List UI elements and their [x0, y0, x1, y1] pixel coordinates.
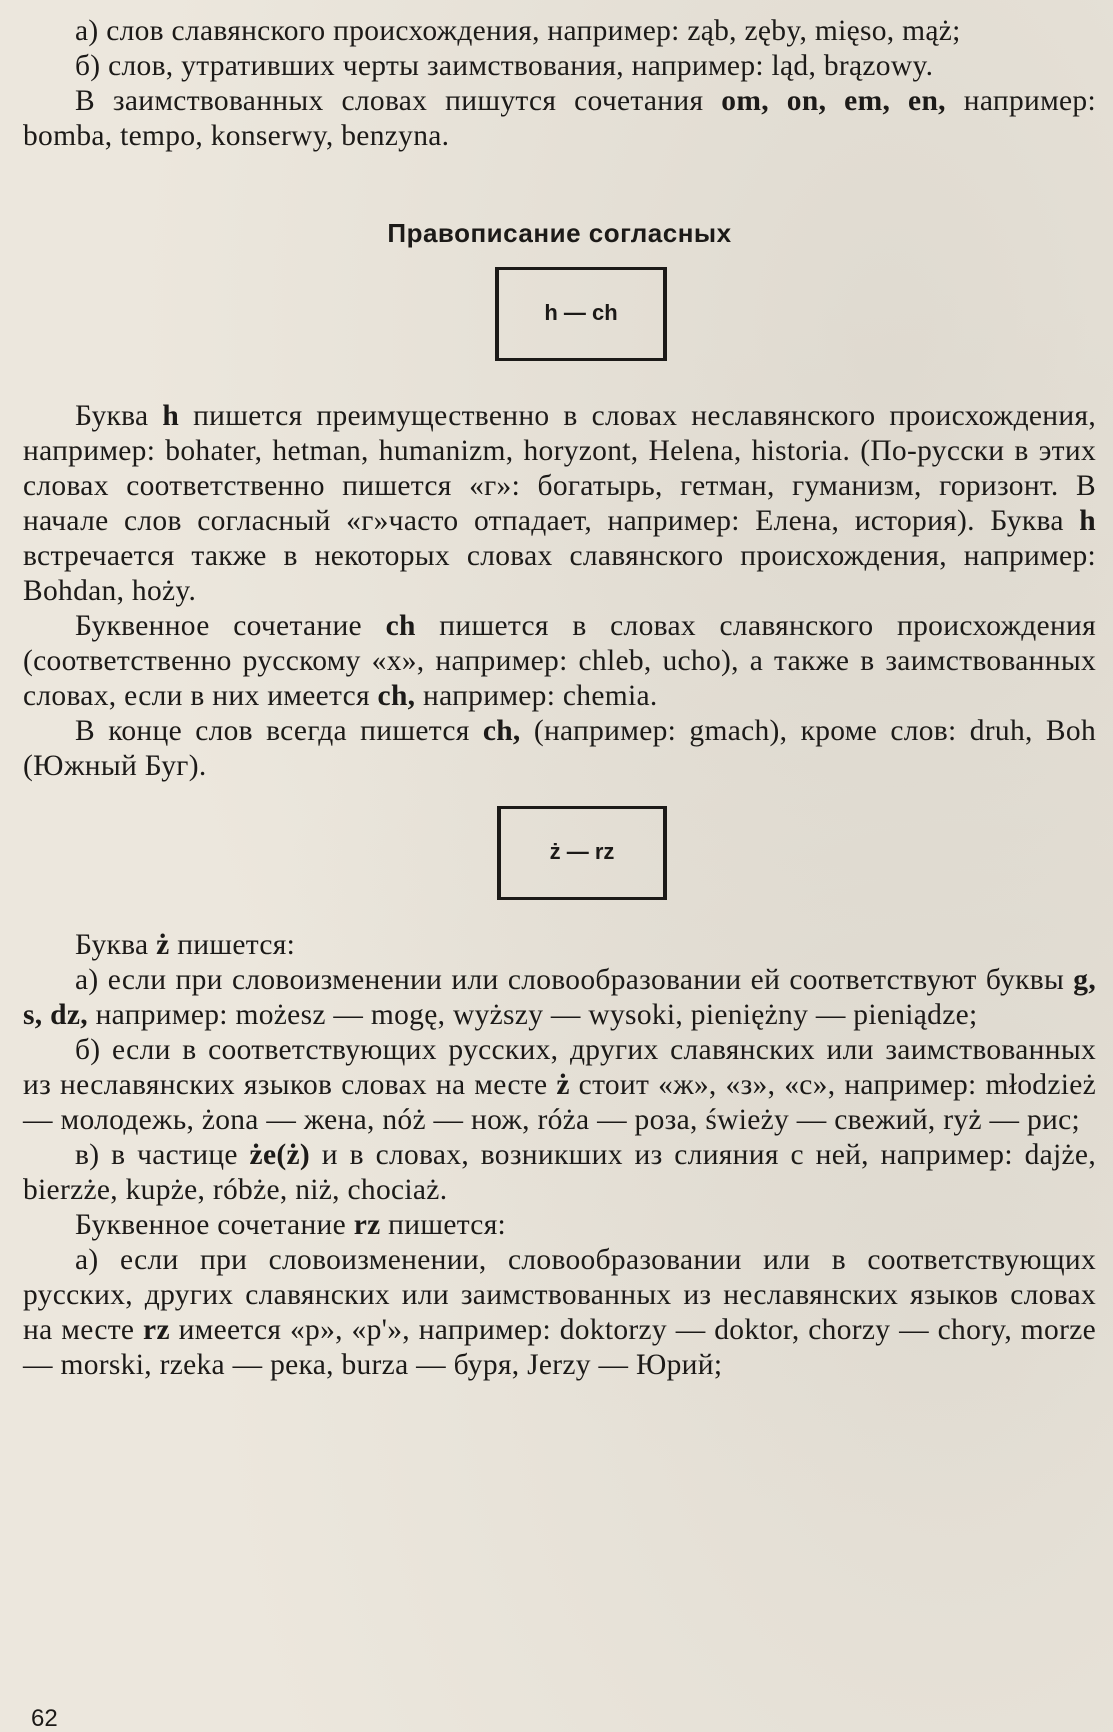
text: В заимствованных словах пишутся сочетания: [75, 85, 722, 117]
text: пишется:: [169, 929, 296, 961]
paragraph-z-rule-b: [23, 1033, 1096, 1138]
text: пишется:: [380, 1209, 507, 1241]
paragraph-letter-h: [23, 399, 1096, 609]
bold-term: om, on, em, en,: [721, 85, 946, 117]
bold-term: ch: [385, 610, 416, 642]
paragraph-z-rule-a: [23, 963, 1096, 1033]
text: встречается также в некоторых словах славянского происхождения, например: Bohdan, hoży.: [23, 540, 1096, 607]
text: и в словах, возникших из слияния с ней, например: dajże, bierzże, kupże, róbże, niż, chociaż.: [23, 1139, 1096, 1206]
paragraph-borrowed-words: [23, 84, 1096, 154]
bold-term: g, s, dz,: [23, 964, 1096, 1031]
text: имеется «р», «р'», например: doktorzy — doktor, chorzy — chory, morze — morski, rzeka — река, burza — буря, Jerzy — Юрий;: [23, 1314, 1096, 1381]
letter-box-h-ch: h — ch: [495, 267, 667, 361]
text: (например: gmach), кроме слов: druh, Boh (Южный Буг).: [23, 715, 1097, 782]
page-number: 62: [31, 1705, 58, 1732]
paragraph-letters-ch: [23, 609, 1096, 714]
bold-term: ż: [156, 929, 170, 961]
paragraph-slavic-origin: [23, 14, 1096, 49]
paragraph-lost-borrowing: [23, 49, 1096, 84]
paragraph-word-end-ch: [23, 714, 1096, 784]
bold-term: h: [1079, 505, 1096, 537]
section-heading: Правописание согласных: [387, 218, 732, 248]
spacer: [23, 251, 1096, 267]
bold-term: h: [162, 400, 180, 432]
bold-term: że(ż): [249, 1139, 310, 1171]
text: стоит «ж», «з», «с», например: młodzież — молодежь, żona — жена, nóż — нож, róża — роза, świeży — свежий, ryż — рис;: [23, 1069, 1096, 1136]
text: в) в частице: [75, 1139, 250, 1171]
text: например: chemia.: [415, 680, 658, 712]
spacer: [23, 784, 1096, 806]
bold-term: rz: [143, 1314, 170, 1346]
text: пишется преимущественно в словах неславянского происхождения, например: bohater, hetman, humanizm, horyzont, Helena, historia. (По-русски в этих словах соответственно пишется «г»: богатырь, гетман, гуманизм, горизонт. В начале слов согласный «г»часто отпадает, например: Елена, история). Буква: [23, 400, 1096, 537]
text: В конце слов всегда пишется: [75, 715, 483, 747]
letter-box-z-rz: ż — rz: [497, 806, 667, 900]
paragraph-letter-z: [23, 928, 1096, 963]
bold-term: ż: [556, 1069, 570, 1101]
text: например: bomba, tempo, konserwy, benzyna.: [23, 85, 1096, 152]
paragraph-letters-rz: [23, 1208, 1096, 1243]
text: а) если при словоизменении, словообразовании или в соответствующих русских, других славянских или заимствованных из неславянских языков словах на месте: [23, 1244, 1096, 1346]
paragraph-z-rule-c: [23, 1138, 1096, 1208]
text: а) слов славянского происхождения, например: ząb, zęby, mięso, mąż;: [75, 15, 961, 47]
bold-term: ch,: [377, 680, 416, 712]
paragraph-rz-rule-a: [23, 1243, 1096, 1383]
text: Буква: [75, 929, 157, 961]
bold-term: rz: [353, 1209, 381, 1241]
text: например: możesz — mogę, wyższy — wysoki, pieniężny — pieniądze;: [87, 999, 978, 1031]
text: пишется в словах славянского происхождения (соответственно русскому «х», например: chleb, ucho), а также в заимствованных словах, если в них имеется: [23, 610, 1096, 712]
text: Буква: [75, 400, 163, 432]
text: б) если в соответствующих русских, других славянских или заимствованных из неславянских языков словах на месте: [23, 1034, 1096, 1101]
text: Буквенное сочетание: [75, 1209, 354, 1241]
text: а) если при словоизменении или словообразовании ей соответствуют буквы: [75, 964, 1074, 996]
spacer: [23, 154, 1096, 216]
spacer: [23, 361, 1096, 399]
bold-term: ch,: [482, 715, 521, 747]
spacer: [23, 900, 1096, 928]
text: б) слов, утративших черты заимствования, например: ląd, brązowy.: [75, 50, 934, 82]
text: Буквенное сочетание: [75, 610, 386, 642]
